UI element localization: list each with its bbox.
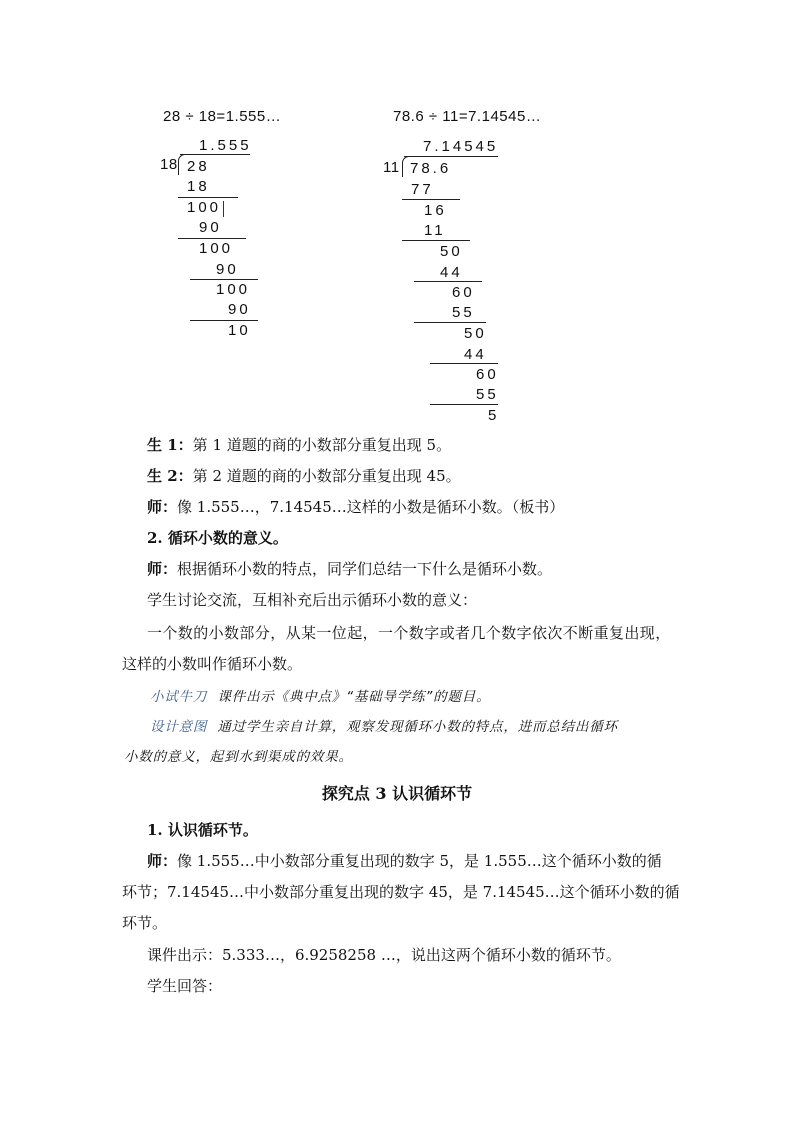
- step-line-2-6: [430, 404, 498, 405]
- try-text: 课件出示《典中点》“基础导学练”的题目。: [217, 689, 491, 705]
- student-2-text: 第 2 道题的商的小数部分重复出现 45。: [192, 467, 461, 485]
- section-2-title: 2. 循环小数的意义。: [147, 529, 288, 547]
- step-2-2: 16: [424, 202, 447, 219]
- step-line-2-5: [430, 363, 498, 364]
- discussion-line: 学生讨论交流，互相补充后出示循环小数的意义：: [147, 591, 478, 609]
- divisor-2: 11: [383, 159, 400, 176]
- explore-heading: 探究点 3 认识循环节: [321, 784, 473, 803]
- answer-line: 学生回答：: [147, 977, 223, 995]
- step-2-5: 44: [440, 264, 463, 281]
- step-2-8: 50: [464, 325, 487, 342]
- step-1-6: 100: [216, 281, 251, 298]
- quotient-2: 7.14545: [423, 138, 499, 155]
- step-line-2-1: [402, 199, 460, 200]
- courseware-line: 课件出示：5.333…，6.9258258 …，说出这两个循环小数的循环节。: [147, 946, 621, 964]
- step-line-1-3: [190, 279, 258, 280]
- design-text-1: 通过学生亲自计算，观察发现循环小数的特点，进而总结出循环: [217, 719, 618, 735]
- text-cursor: [223, 201, 224, 217]
- step-line-2-3: [414, 281, 482, 282]
- teacher-text-2: 根据循环小数的特点，同学们总结一下什么是循环小数。: [177, 560, 553, 578]
- step-2-7: 55: [452, 304, 475, 321]
- student-1-label: 生 1：: [147, 436, 193, 454]
- explore-sub-title: 1. 认识循环节。: [147, 821, 258, 839]
- teacher-label-2: 师：: [147, 560, 178, 578]
- student-2-line: [147, 461, 461, 491]
- design-tag: 设计意图: [150, 719, 208, 735]
- definition-line-2: 这样的小数叫作循环小数。: [122, 655, 303, 673]
- step-line-2-2: [402, 240, 470, 241]
- teacher-line-3b: 环节；7.14545…中小数部分重复出现的数字 45，是 7.14545…这个循环小数的循: [122, 883, 680, 901]
- step-line-1-2: [178, 238, 246, 239]
- teacher-line-1: [147, 492, 564, 522]
- design-line-1: [150, 715, 618, 735]
- teacher-line-3c: 环节。: [122, 914, 168, 932]
- step-line-2-4: [414, 322, 486, 323]
- step-2-3: 11: [424, 222, 446, 239]
- teacher-line-3: [147, 846, 662, 876]
- step-2-10: 60: [476, 366, 499, 383]
- teacher-text-1: 像 1.555…，7.14545…这样的小数是循环小数。（板书）: [177, 498, 565, 516]
- student-1-text: 第 1 道题的商的小数部分重复出现 5。: [192, 436, 452, 454]
- teacher-text-3: 像 1.555…中小数部分重复出现的数字 5，是 1.555…这个循环小数的循: [177, 852, 662, 870]
- dividend-1: 28: [187, 158, 210, 175]
- step-line-1-1: [178, 197, 238, 198]
- equation-1: 28 ÷ 18=1.555…: [163, 108, 282, 125]
- step-1-3: 90: [199, 219, 222, 236]
- step-2-9: 44: [464, 346, 487, 363]
- try-tag: 小试牛刀: [150, 689, 208, 705]
- student-1-line: [147, 430, 451, 460]
- step-1-2: 100: [187, 199, 222, 216]
- quotient-1: 1.555: [199, 137, 252, 154]
- step-1-1: 18: [187, 178, 210, 195]
- step-2-4: 50: [440, 243, 463, 260]
- step-line-1-4: [190, 320, 258, 321]
- step-1-4: 100: [199, 240, 234, 257]
- division-bracket-1: [178, 154, 185, 175]
- step-2-6: 60: [452, 284, 475, 301]
- step-1-7: 90: [228, 301, 251, 318]
- teacher-label-3: 师：: [147, 852, 178, 870]
- divisor-1: 18: [160, 156, 178, 173]
- try-line: [150, 685, 490, 705]
- division-bar-1: [180, 154, 250, 155]
- dividend-2: 78.6: [410, 160, 452, 177]
- definition-line-1: 一个数的小数部分，从某一位起，一个数字或者几个数字依次不断重复出现，: [147, 624, 671, 642]
- teacher-label-1: 师：: [147, 498, 178, 516]
- step-2-12: 5: [488, 407, 497, 424]
- equation-2: 78.6 ÷ 11=7.14545…: [393, 108, 542, 125]
- teacher-line-2: [147, 554, 552, 584]
- student-2-label: 生 2：: [147, 467, 193, 485]
- step-1-5: 90: [216, 261, 239, 278]
- step-2-11: 55: [476, 386, 499, 403]
- step-1-8: 10: [228, 322, 251, 339]
- step-2-1: 77: [411, 181, 434, 198]
- design-line-2: 小数的意义，起到水到渠成的效果。: [124, 749, 353, 765]
- division-bracket-2: [402, 156, 409, 177]
- division-bar-2: [404, 156, 498, 157]
